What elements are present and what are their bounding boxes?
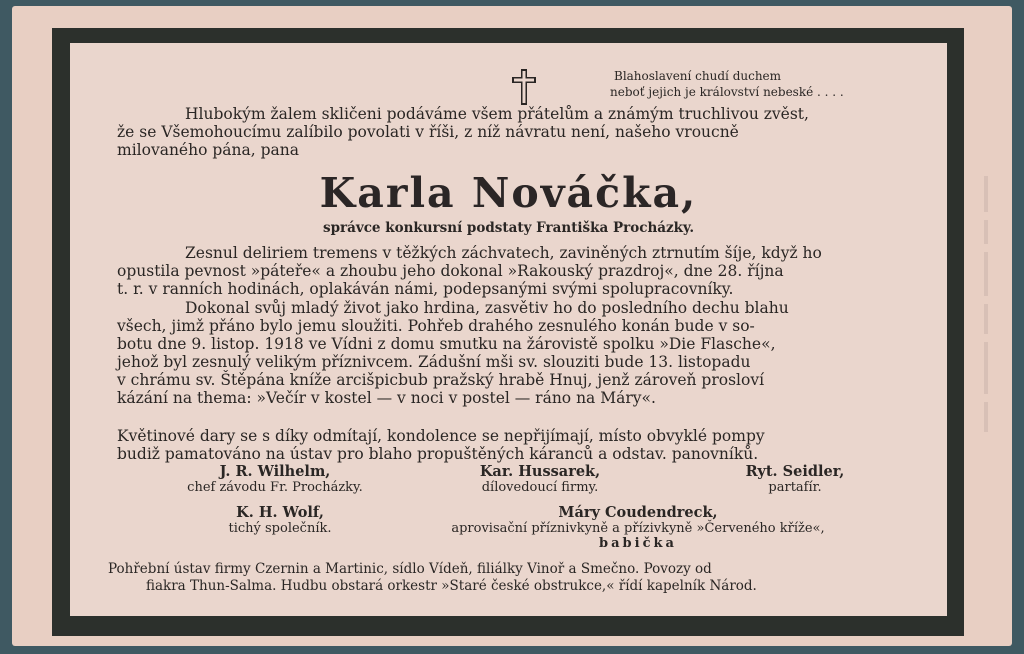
signatory <box>450 463 630 495</box>
cross-icon <box>510 68 538 106</box>
faded-margin-stamp <box>978 176 996 436</box>
signatory <box>725 463 865 495</box>
signatory <box>150 463 400 495</box>
signatory-role: aprovisační příznivkyně a přízivkyně »Červeného kříže«, <box>451 521 825 536</box>
text-line: botu dne 9. listop. 1918 ve Vídni z domu smutku na žárovistě spolku »Die Flasche«, <box>117 335 776 353</box>
signatory-role: partafír. <box>768 480 822 495</box>
deceased-name: Karla Nováčka, <box>319 169 698 217</box>
signatory-name: Ryt. Seidler, <box>745 463 845 480</box>
text-line: Dokonal svůj mladý život jako hrdina, zasvětiv ho do posledního dechu blahu <box>185 299 789 317</box>
paragraph-1 <box>117 244 955 298</box>
text-line: Květinové dary se s díky odmítají, kondolence se nepřijímají, místo obvyklé pompy <box>117 427 765 445</box>
footer-line: Pohřební ústav firmy Czernin a Martinic, sídlo Vídeň, filiálky Vinoř a Smečno. Povozy od <box>108 561 712 577</box>
scripture-quote <box>610 68 844 100</box>
signatory-role: chef závodu Fr. Procházky. <box>187 480 363 495</box>
footer-line: fiakra Thun-Salma. Hudbu obstará orkestr »Staré české obstrukce,« řídí kapelník Národ. <box>146 578 757 594</box>
signatory-name: K. H. Wolf, <box>236 504 324 521</box>
quote-line-2: neboť jejich je království nebeské . . . . <box>610 85 844 99</box>
quote-line-1: Blahoslavení chudí duchem <box>614 69 782 83</box>
signatory <box>388 504 888 551</box>
postcard <box>12 6 1012 646</box>
intro-paragraph <box>117 105 955 159</box>
paragraph-3 <box>117 427 955 463</box>
funeral-notice-footer <box>108 561 944 595</box>
text-line: v chrámu sv. Štěpána kníže arcišpicbub pražský hrabě Hnuj, jenž zároveň prosloví <box>117 371 765 389</box>
text-line: kázání na thema: »Večír v kostel — v noci v postel — ráno na Máry«. <box>117 389 656 407</box>
text-line: budiž pamatováno na ústav pro blaho propuštěných káranců a odstav. panovníků. <box>117 445 759 463</box>
intro-line: milovaného pána, pana <box>117 141 299 159</box>
mourning-frame <box>52 28 964 636</box>
signatory-name: Máry Coudendreck, <box>558 504 718 521</box>
signatory-name: J. R. Wilhelm, <box>219 463 331 480</box>
text-line: Zesnul deliriem tremens v těžkých záchvatech, zaviněných ztrnutím šíje, když ho <box>185 244 822 262</box>
signatory-role-2: babička <box>599 536 677 551</box>
signatory-name: Kar. Hussarek, <box>479 463 601 480</box>
signatory-role: tichý společník. <box>228 521 332 536</box>
signatory <box>210 504 350 536</box>
text-line: t. r. v ranních hodinách, oplakáván námi, podepsanými svými spolupracovníky. <box>117 280 734 298</box>
obituary-content <box>70 43 947 616</box>
text-line: opustila pevnost »páteře« a zhoubu jeho dokonal »Rakouský prazdroj«, dne 28. října <box>117 262 784 280</box>
intro-line: že se Všemohoucímu zalíbilo povolati v říši, z níž návratu není, našeho vroucně <box>117 123 739 141</box>
intro-line: Hlubokým žalem skličeni podáváme všem přátelům a známým truchlivou zvěst, <box>185 105 809 123</box>
paragraph-2 <box>117 299 955 407</box>
text-line: jehož byl zesnulý velikým příznivcem. Zádušní mši sv. slouziti bude 13. listopadu <box>117 353 751 371</box>
text-line: všech, jimž přáno bylo jemu sloužiti. Pohřeb drahého zesnulého konán bude v so- <box>117 317 755 335</box>
signatory-role: dílovedoucí firmy. <box>481 480 599 495</box>
deceased-role: správce konkursní podstaty Františka Procházky. <box>322 220 695 236</box>
